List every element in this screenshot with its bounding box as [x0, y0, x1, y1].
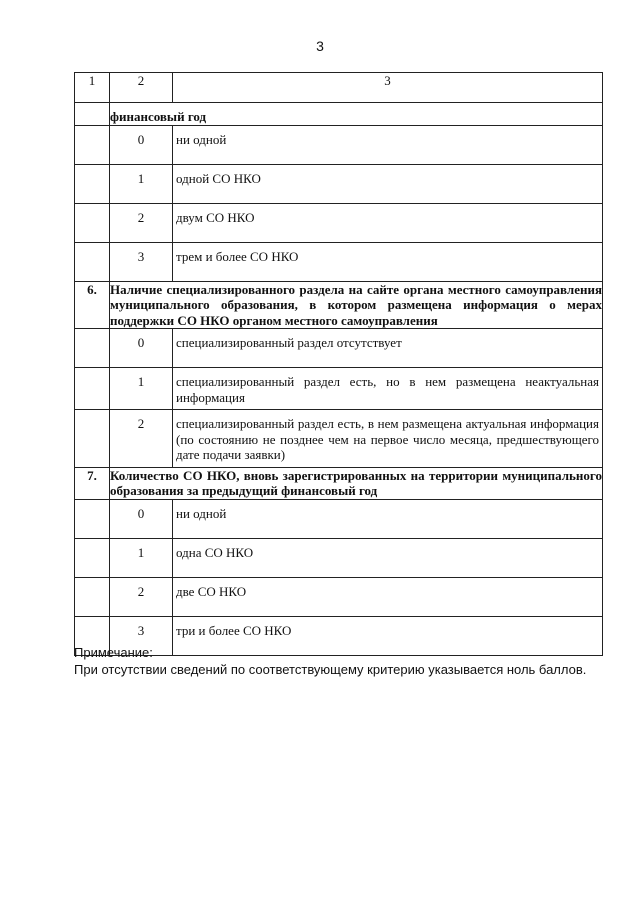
score-cell: 2 — [110, 203, 173, 242]
option-text: одна СО НКО — [173, 538, 603, 577]
table-row — [75, 329, 603, 368]
table-row — [75, 577, 603, 616]
criterion-number: 6. — [75, 281, 110, 329]
option-text: специализированный раздел отсутствует — [173, 329, 603, 368]
option-text: одной СО НКО — [173, 164, 603, 203]
empty-cell — [75, 203, 110, 242]
option-text: специализированный раздел есть, но в нем размещена неактуальная информация — [173, 368, 603, 410]
empty-cell — [75, 164, 110, 203]
score-cell: 1 — [110, 164, 173, 203]
score-cell: 1 — [110, 368, 173, 410]
option-text: специализированный раздел есть, в нем размещена актуальная информация (по состоянию не позднее чем на первое число месяца, предшествующего дате подачи заявки) — [173, 410, 603, 468]
option-text: две СО НКО — [173, 577, 603, 616]
continuation-title-row — [75, 103, 603, 126]
page-number: 3 — [316, 38, 324, 54]
table-row — [75, 164, 603, 203]
column-number-3: 3 — [173, 73, 603, 103]
empty-cell — [75, 410, 110, 468]
empty-cell — [75, 577, 110, 616]
empty-cell — [75, 103, 110, 126]
empty-cell — [75, 538, 110, 577]
criterion-row-7 — [75, 467, 603, 499]
score-cell: 3 — [110, 242, 173, 281]
table-row — [75, 203, 603, 242]
criterion-number: 7. — [75, 467, 110, 499]
table-row — [75, 499, 603, 538]
table-row — [75, 368, 603, 410]
table-row — [75, 538, 603, 577]
score-cell: 2 — [110, 410, 173, 468]
option-text: двум СО НКО — [173, 203, 603, 242]
score-cell: 1 — [110, 538, 173, 577]
criteria-table — [74, 72, 603, 656]
empty-cell — [75, 329, 110, 368]
score-cell: 2 — [110, 577, 173, 616]
criterion-title: финансовый год — [110, 103, 603, 126]
empty-cell — [75, 125, 110, 164]
score-cell: 0 — [110, 125, 173, 164]
note-text: При отсутствии сведений по соответствующему критерию указывается ноль баллов. — [74, 662, 587, 677]
criterion-row-6 — [75, 281, 603, 329]
column-number-1: 1 — [75, 73, 110, 103]
criterion-title: Количество СО НКО, вновь зарегистрированных на территории муниципального образования за предыдущий финансовый год — [110, 467, 602, 498]
empty-cell — [75, 368, 110, 410]
table-row — [75, 242, 603, 281]
empty-cell — [75, 242, 110, 281]
column-number-2: 2 — [110, 73, 173, 103]
table-row — [75, 125, 603, 164]
score-cell: 3 — [110, 616, 173, 655]
criterion-title: Наличие специализированного раздела на сайте органа местного самоуправления муниципального образования, в котором размещена информация о мерах поддержки СО НКО органом местного самоуправления — [110, 281, 602, 328]
score-cell: 0 — [110, 499, 173, 538]
table-row — [75, 410, 603, 468]
empty-cell — [75, 499, 110, 538]
note-heading: Примечание: — [74, 645, 153, 660]
option-text: трем и более СО НКО — [173, 242, 603, 281]
note-block — [74, 644, 602, 678]
option-text: три и более СО НКО — [173, 616, 603, 655]
option-text: ни одной — [173, 499, 603, 538]
table-header-row — [75, 73, 603, 103]
option-text: ни одной — [173, 125, 603, 164]
score-cell: 0 — [110, 329, 173, 368]
